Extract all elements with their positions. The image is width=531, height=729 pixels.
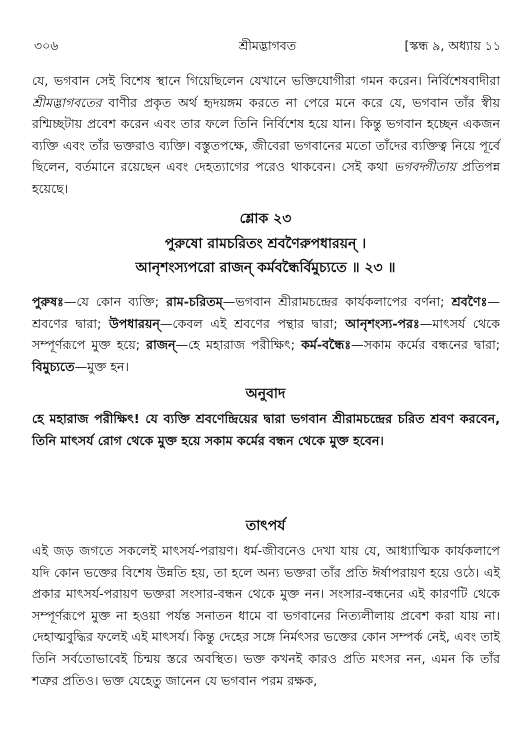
page-number: ৩০৬ bbox=[34, 38, 59, 53]
synonym-word: উপধারয়ন্ bbox=[108, 315, 160, 331]
synonym-word: পুরুষঃ bbox=[32, 294, 64, 309]
synonym-word: কর্ম-বন্ধৈঃ bbox=[301, 337, 352, 353]
synonym-meaning: —সকাম কর্মের বন্ধনের দ্বারা; bbox=[351, 337, 501, 353]
verse-line-2: আনৃশংস্যপরো রাজন্ কর্মবন্ধৈর্বিমুচ্যতে ॥ ২৩ ॥ bbox=[135, 260, 396, 276]
synonym-word: রাম-চরিতম্ bbox=[166, 294, 223, 309]
purport-heading: তাৎপর্য bbox=[245, 518, 286, 534]
synonyms-paragraph bbox=[32, 291, 500, 377]
verse-line-1: পুরুষো রামচরিতং শ্রবণৈরুপধারয়ন্ । bbox=[164, 236, 367, 252]
intro-text-1: যে, ভগবান সেই বিশেষ স্থানে গিয়েছিলেন যেখানে ভক্তিযোগীরা গমন করেন। নির্বিশেষবাদীরা bbox=[32, 73, 500, 88]
book-title: শ্রীমদ্ভাগবত bbox=[238, 38, 297, 53]
intro-italic-2: ভগবদ্গীতায় bbox=[393, 159, 456, 175]
synonym-word: আনৃশংস্য-পরঃ bbox=[345, 315, 420, 331]
intro-italic-1: শ্রীমদ্ভাগবতের bbox=[32, 94, 102, 110]
synonym-meaning: —মাৎসর্য থেকে সম্পূর্ণরূপে মুক্ত হয়ে; bbox=[32, 315, 501, 353]
synonym-word: রাজন্ bbox=[146, 337, 176, 353]
translation-text: হে মহারাজ পরীক্ষিৎ! যে ব্যক্তি শ্রবণেন্দ্রিয়ের দ্বারা ভগবান শ্রীরামচন্দ্রের চরিত শ্রবণ করবেন, তিনি মাৎসর্য রোগ থেকে মুক্ত হয়ে সকাম কর্মের বন্ধন থেকে মুক্ত হবেন। bbox=[32, 411, 500, 448]
synonym-meaning: —কেবল এই শ্রবণের পন্থার দ্বারা; bbox=[159, 315, 346, 331]
intro-text-3: প্রতিপন্ন হয়েছে। bbox=[32, 159, 501, 196]
chapter-reference: [স্কন্ধ ৯, অধ্যায় ১১ bbox=[404, 38, 501, 53]
purport-text: এই জড় জগতে সকলেই মাৎসর্য-পরায়ণ। ধর্ম-জীবনেও দেখা যায় যে, আধ্যাত্মিক কার্যকলাপে যদি কোন ভক্তের বিশেষ উন্নতি হয়, তা হলে অন্য ভক্তরা তাঁর প্রতি ঈর্ষাপরায়ণ হয়ে ওঠে। এই প্রকার মাৎসর্য-পরায়ণ ভক্তরা সংসার-বন্ধন থেকে মুক্ত নন। সংসার-বন্ধনের এই কারণটি থেকে সম্পূর্ণরূপে মুক্ত না হওয়া পর্যন্ত সনাতন ধামে বা ভগবানের নিত্যলীলায় প্রবেশ করা যায় না। দেহাত্মবুদ্ধির ফলেই এই মাৎসর্য। কিন্তু দেহের সঙ্গে নির্মৎসর ভক্তের কোন সম্পর্ক নেই, এবং তাই তিনি সর্বতোভাবেই চিন্ময় স্তরে অবস্থিত। ভক্ত কখনই কারও প্রতি মৎসর নন, এমন কি তাঁর শত্রুর প্রতিও। ভক্ত যেহেতু জানেন যে ভগবান পরম রক্ষক, bbox=[32, 543, 500, 688]
synonym-meaning: —হে মহারাজ পরীক্ষিৎ; bbox=[175, 337, 302, 353]
synonym-word: শ্রবণৈঃ bbox=[451, 294, 488, 309]
synonym-meaning: —মুক্ত হন। bbox=[74, 358, 130, 374]
intro-paragraph bbox=[32, 70, 500, 200]
synonym-word: বিমুচ্যতে bbox=[32, 358, 75, 374]
verse-title: শ্লোক ২৩ bbox=[239, 211, 292, 227]
synonym-meaning: —যে কোন ব্যক্তি; bbox=[63, 294, 167, 309]
page-header bbox=[34, 38, 501, 58]
translation-heading: অনুবাদ bbox=[245, 386, 286, 402]
synonym-meaning: —শ্রবণের দ্বারা; bbox=[32, 294, 500, 331]
synonym-meaning: —ভগবান শ্রীরামচন্দ্রের কার্যকলাপের বর্ণনা; bbox=[222, 294, 452, 309]
intro-text-2: বাণীর প্রকৃত অর্থ হৃদয়ঙ্গম করতে না পেরে মনে করে যে, ভগবান তাঁর স্বীয় রশ্মিচ্ছটায় প্রবেশ করেন এবং তার ফলে তিনি নির্বিশেষ হয়ে যান। কিন্তু ভগবান হচ্ছেন একজন ব্যক্তি এবং তাঁর ভক্তরাও ব্যক্তি। বস্তুতপক্ষে, জীবেরা ভগবানের মতো তাঁদের ব্যক্তিত্ব নিয়ে পূর্বে ছিলেন, বর্তমানে রয়েছেন এবং দেহত্যাগের পরেও থাকবেন। সেই কথা bbox=[32, 94, 500, 175]
